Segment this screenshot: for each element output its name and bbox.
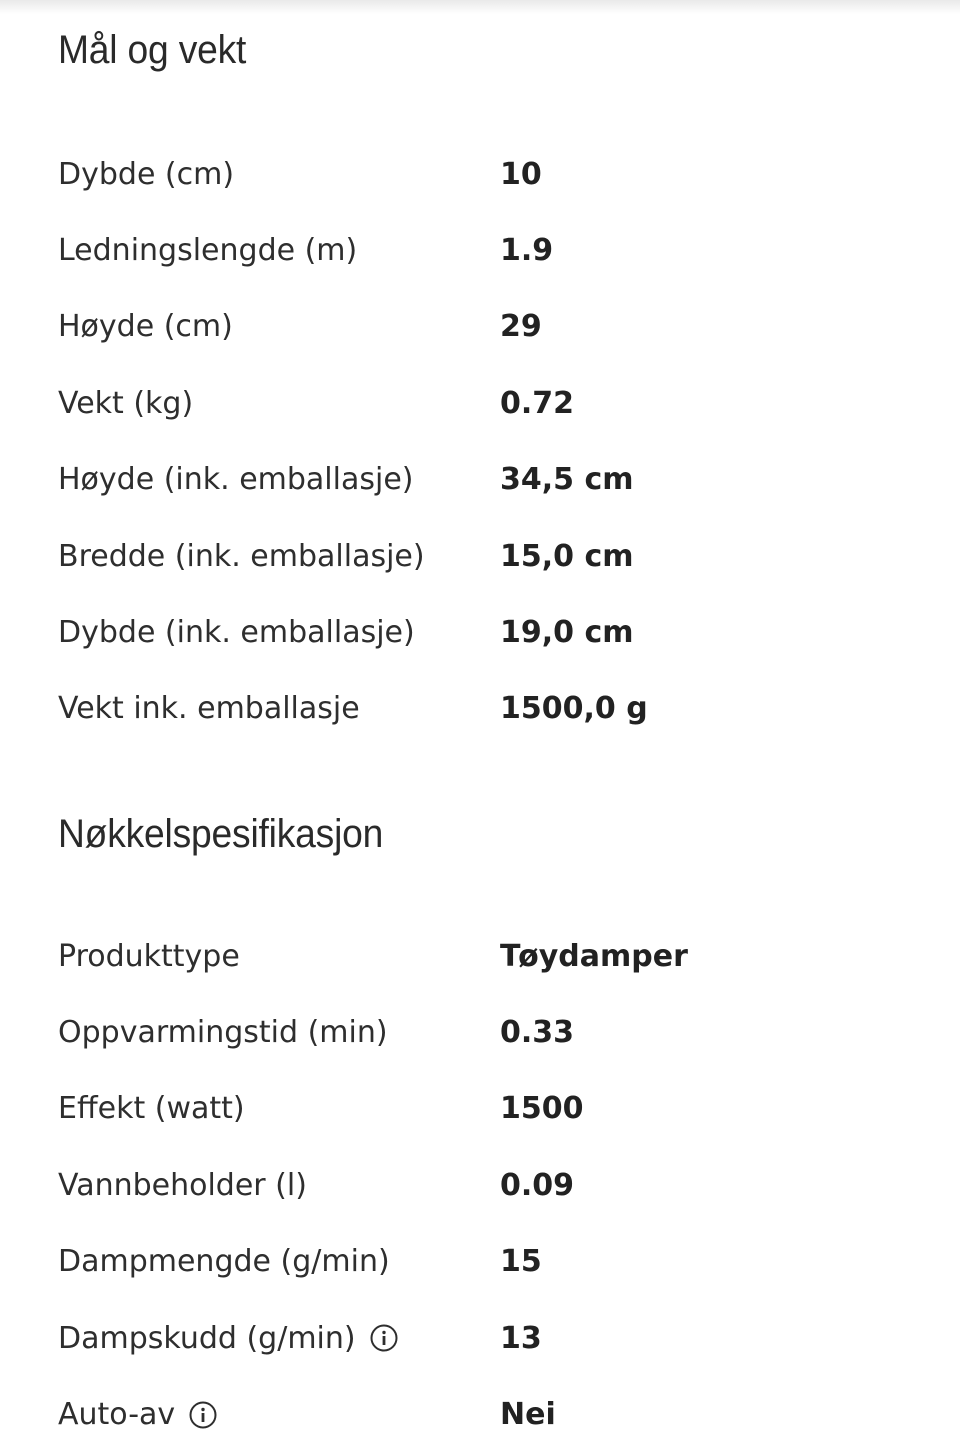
spec-value: 10 xyxy=(500,156,542,192)
spec-value: 1.9 xyxy=(500,233,554,269)
spec-row-packaged-height xyxy=(58,442,918,518)
spec-label: Dampmengde (g/min) xyxy=(58,1244,390,1280)
spec-row-water-tank xyxy=(58,1147,918,1223)
spec-row-packaged-width xyxy=(58,518,918,594)
spec-value: 29 xyxy=(500,309,542,345)
dimensions-list xyxy=(58,136,918,747)
spec-label-text: Auto-av xyxy=(58,1397,176,1433)
spec-value: 0.09 xyxy=(500,1167,575,1203)
spec-value: 1500,0 g xyxy=(500,691,648,727)
spec-label: Vekt (kg) xyxy=(58,385,194,421)
spec-row-product-type xyxy=(58,918,918,994)
spec-label: Bredde (ink. emballasje) xyxy=(58,538,425,574)
spec-label: Dybde (ink. emballasje) xyxy=(58,615,415,651)
dimensions-section xyxy=(58,22,918,747)
spec-label-with-icon xyxy=(58,1321,500,1356)
spec-value: 1500 xyxy=(500,1091,584,1127)
spec-row-cord-length xyxy=(58,212,918,288)
spec-row-steam-output xyxy=(58,1224,918,1300)
spec-row-heatup-time xyxy=(58,994,918,1070)
spec-row-depth xyxy=(58,136,918,212)
spec-label: Vekt ink. emballasje xyxy=(58,691,360,727)
spec-value: 13 xyxy=(500,1320,542,1356)
spec-value: 0.72 xyxy=(500,385,575,421)
spec-label: Høyde (ink. emballasje) xyxy=(58,462,414,498)
spec-value: 34,5 cm xyxy=(500,462,634,498)
spec-row-height xyxy=(58,289,918,365)
key-specs-list xyxy=(58,918,918,1453)
spec-label-with-icon xyxy=(58,1397,500,1432)
spec-label: Effekt (watt) xyxy=(58,1091,245,1127)
spec-value: Nei xyxy=(500,1397,556,1433)
spec-value: 15,0 cm xyxy=(500,538,634,574)
spec-value: 19,0 cm xyxy=(500,615,634,651)
spec-label: Høyde (cm) xyxy=(58,309,233,345)
spec-row-weight xyxy=(58,365,918,441)
spec-label: Dybde (cm) xyxy=(58,156,235,192)
spec-row-packaged-weight xyxy=(58,671,918,747)
spec-value: Tøydamper xyxy=(500,938,688,974)
spec-value: 15 xyxy=(500,1244,542,1280)
section-title-key-specs: Nøkkelspesifikasjon xyxy=(58,812,384,856)
section-title-dimensions: Mål og vekt xyxy=(58,28,247,72)
top-shadow xyxy=(0,0,960,14)
spec-label: Produkttype xyxy=(58,938,240,974)
spec-row-power xyxy=(58,1071,918,1147)
spec-label: Oppvarmingstid (min) xyxy=(58,1015,388,1051)
spec-value: 0.33 xyxy=(500,1015,575,1051)
spec-label: Ledningslengde (m) xyxy=(58,233,358,269)
spec-row-auto-off xyxy=(58,1376,918,1452)
spec-row-steam-boost xyxy=(58,1300,918,1376)
spec-row-packaged-depth xyxy=(58,594,918,670)
key-specs-section xyxy=(58,806,918,1453)
spec-label: Vannbeholder (l) xyxy=(58,1167,307,1203)
info-icon[interactable] xyxy=(189,1401,217,1429)
info-icon[interactable] xyxy=(370,1324,398,1352)
spec-label-text: Dampskudd (g/min) xyxy=(58,1320,356,1356)
